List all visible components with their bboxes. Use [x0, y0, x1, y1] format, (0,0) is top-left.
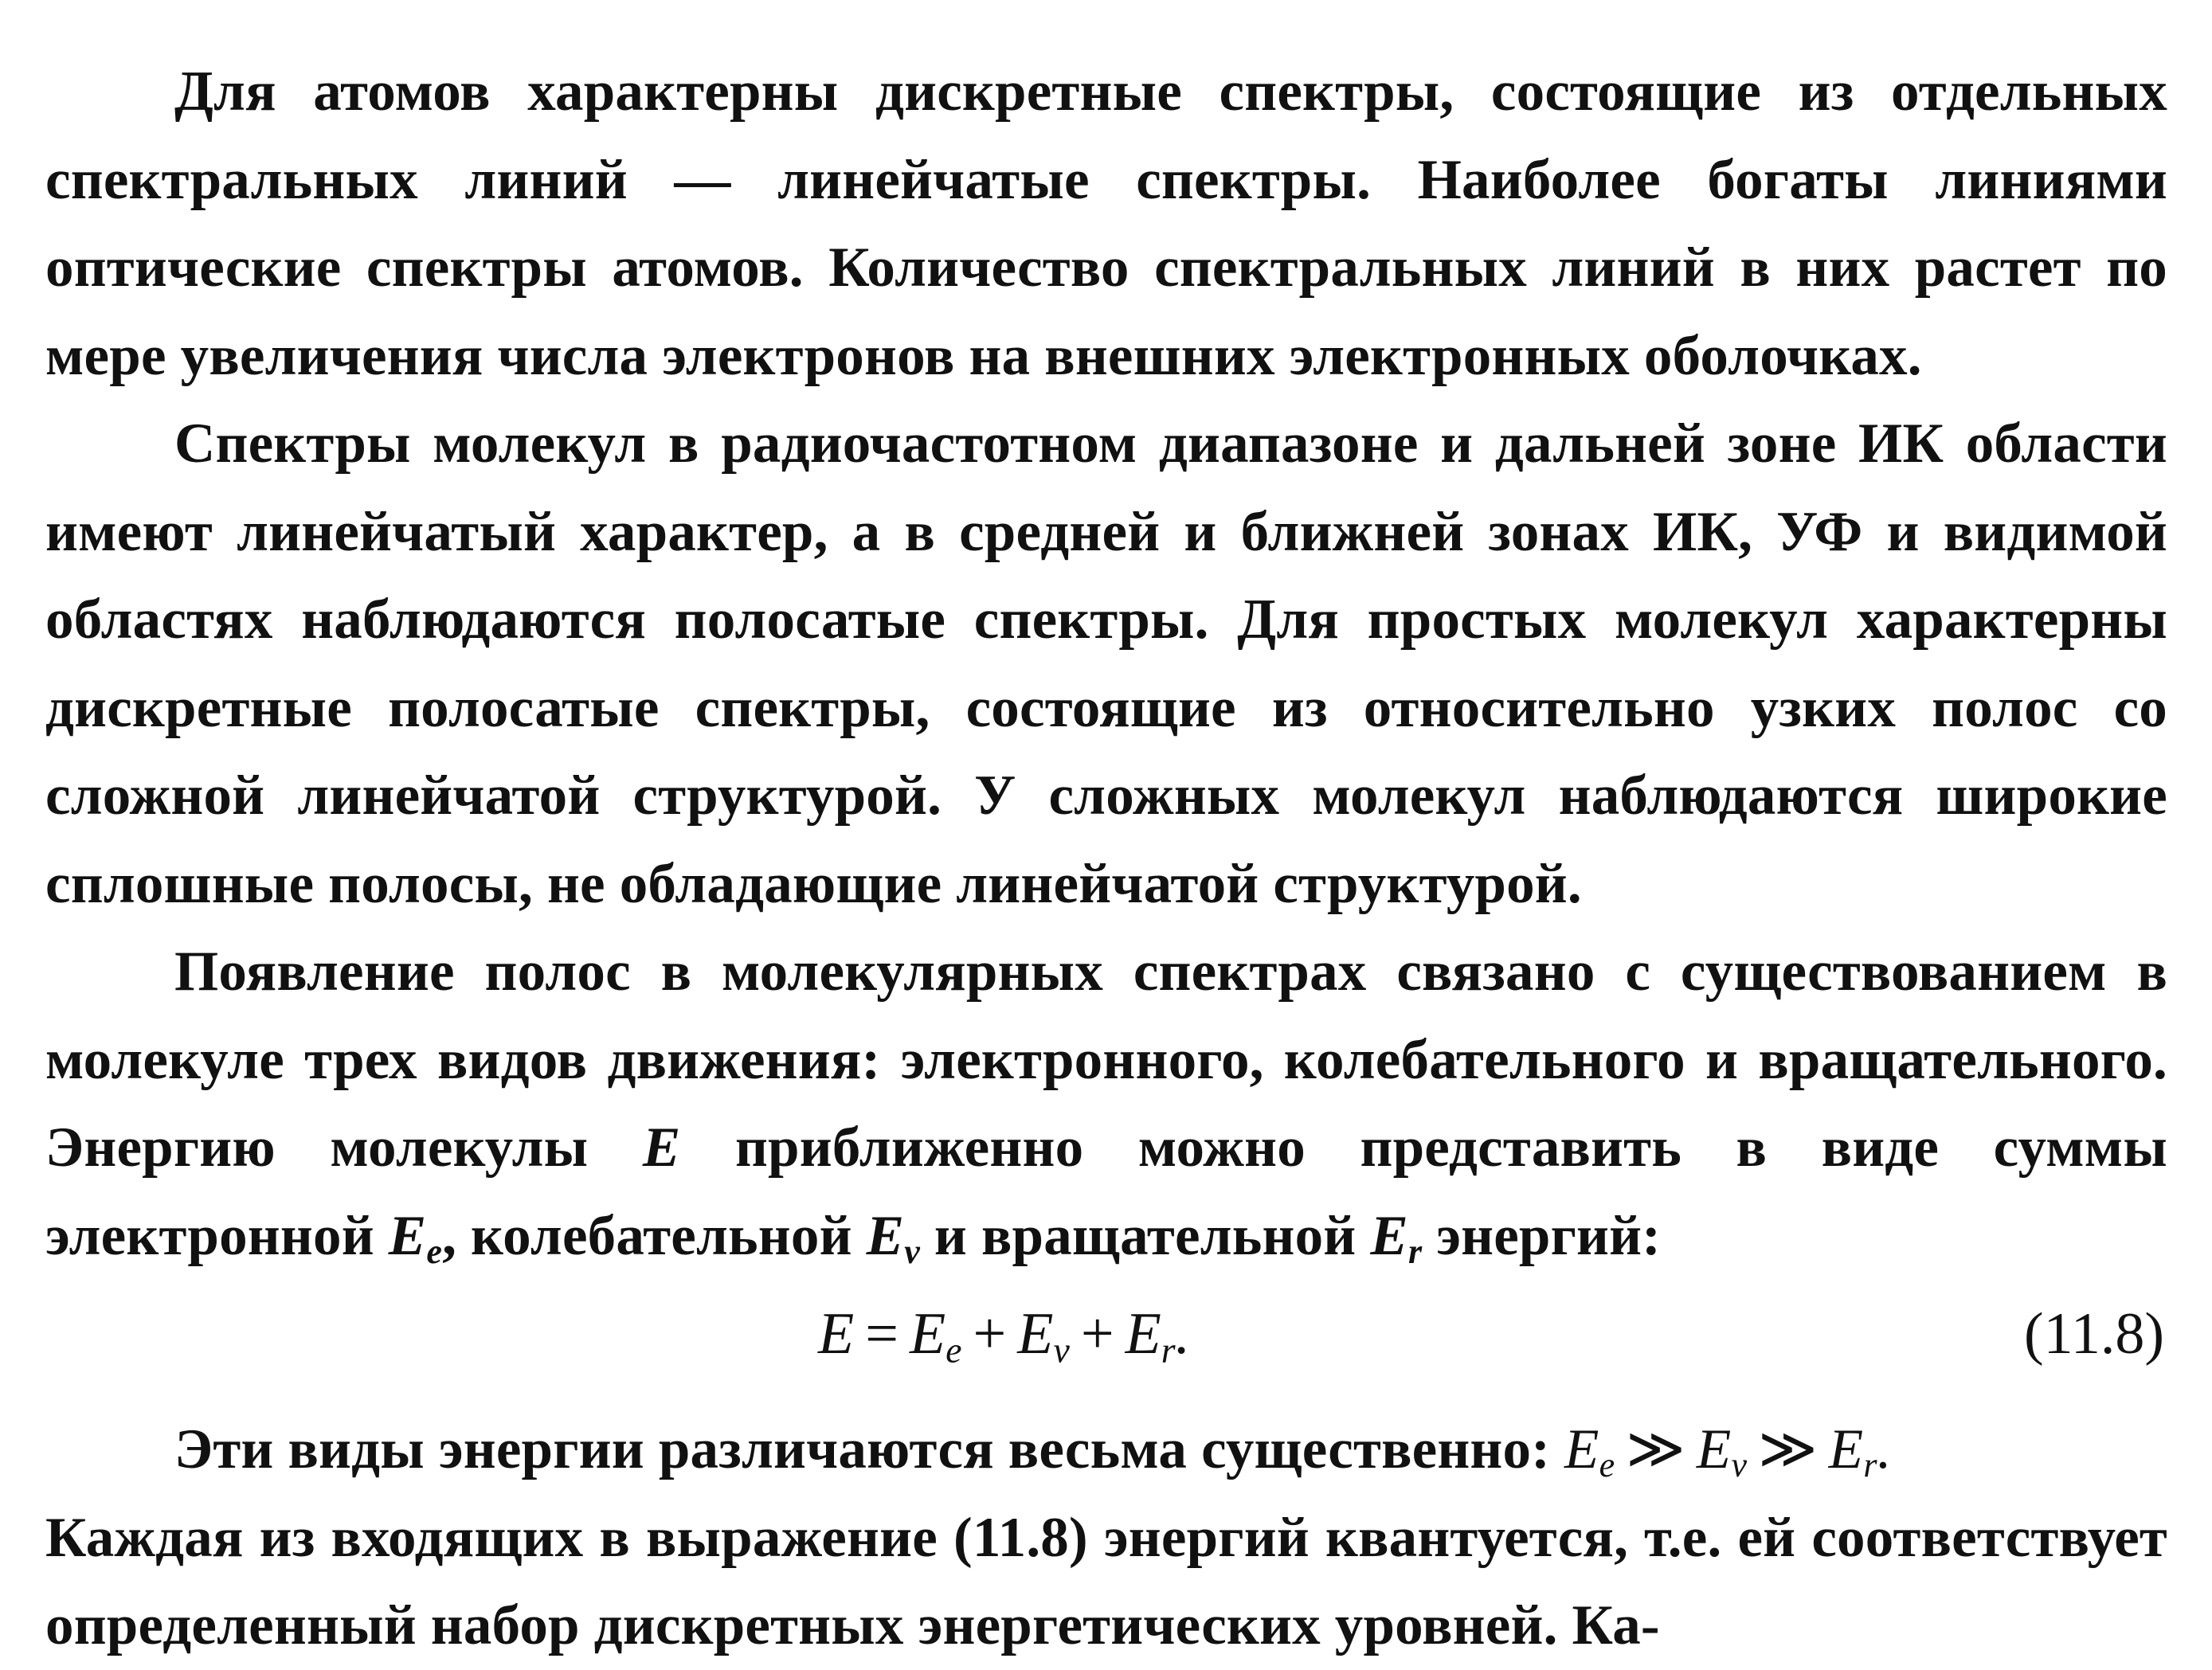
paragraph-energy-inequality [45, 1406, 2167, 1494]
ineq-letter: E [1564, 1418, 1599, 1480]
eq-sub-r: r [1161, 1329, 1176, 1371]
symbol-letter: E [866, 1204, 905, 1267]
ineq-sub-r: r [1863, 1445, 1877, 1484]
text-span: энергий: [1422, 1204, 1662, 1267]
symbol-energy-vibrational [866, 1204, 920, 1271]
eq-lhs: E [818, 1301, 855, 1367]
eq-sub-v: v [1053, 1329, 1070, 1371]
eq-letter: E [1017, 1301, 1054, 1367]
equation-11-8 [818, 1300, 1191, 1371]
symbol-energy: E [642, 1117, 681, 1179]
eq-term-vibrational [1017, 1301, 1070, 1371]
subscript-e: e [426, 1231, 443, 1271]
subscript-r: r [1407, 1231, 1423, 1271]
paragraph-energy-decomposition [45, 928, 2167, 1280]
eq-equals: = [865, 1301, 899, 1367]
ineq-sub-v: v [1731, 1445, 1748, 1484]
eq-plus: + [973, 1301, 1007, 1367]
symbol-energy-electronic [388, 1204, 443, 1271]
eq-plus: + [1080, 1301, 1114, 1367]
symbol-letter: E [388, 1204, 427, 1267]
ineq-much-greater: ≫ [1626, 1418, 1685, 1480]
ineq-letter: E [1828, 1418, 1864, 1480]
text-span: Эти виды энергии различаются весьма существенно: [174, 1418, 1565, 1480]
symbol-energy-rotational [1370, 1204, 1423, 1271]
ineq-period: . [1877, 1418, 1892, 1480]
eq-letter: E [1125, 1301, 1161, 1367]
ineq-much-greater: ≫ [1758, 1418, 1818, 1480]
subscript-v: v [904, 1231, 920, 1271]
symbol-letter: E [1370, 1204, 1408, 1267]
eq-sub-e: e [945, 1329, 962, 1371]
paragraph-atomic-spectra: Для атомов характерны дискретные спектры, состоящие из отдельных спектральных линий — линейчатые спектры. Наиболее богаты линиями оптические спектры атомов. Количество спектральных линий в них растет по мере увеличения числа электронов на внешних электронных оболочках. [45, 61, 2167, 387]
eq-period: . [1175, 1301, 1191, 1367]
equation-number: (11.8) [2023, 1301, 2164, 1367]
equation-block [45, 1286, 2167, 1406]
text-span: , колебательной [442, 1204, 867, 1267]
document-page [45, 48, 2167, 1670]
inline-inequality [1564, 1418, 1892, 1484]
eq-term-electronic [909, 1301, 962, 1371]
ineq-sub-e: e [1599, 1445, 1615, 1484]
text-span: и вращательной [919, 1204, 1371, 1267]
paragraph-quantization: Каждая из входящих в выражение (11.8) энергий квантуется, т.е. ей соответствует определенный набор дискретных энергетических уровней. Ка- [45, 1506, 2167, 1656]
paragraph-molecular-spectra: Спектры молекул в радиочастотном диапазоне и дальней зоне ИК области имеют линейчатый характер, а в средней и ближней зонах ИК, УФ и видимой областях наблюдаются полосатые спектры. Для простых молекул характерны дискретные полосатые спектры, состоящие из относительно узких полос со сложной линейчатой структурой. У сложных молекул наблюдаются широкие сплошные полосы, не обладающие линейчатой структурой. [45, 413, 2167, 915]
eq-letter: E [909, 1301, 946, 1367]
eq-term-rotational [1125, 1301, 1176, 1371]
text-span: приближенно можно представить в виде суммы электронной [45, 1117, 2167, 1267]
ineq-letter: E [1696, 1418, 1732, 1480]
text-span: Появление полос в молекулярных спектрах связано с существованием в молекуле трех видов движения: электронного, колебательного и вращательного. Энергию молекулы [45, 941, 2167, 1179]
